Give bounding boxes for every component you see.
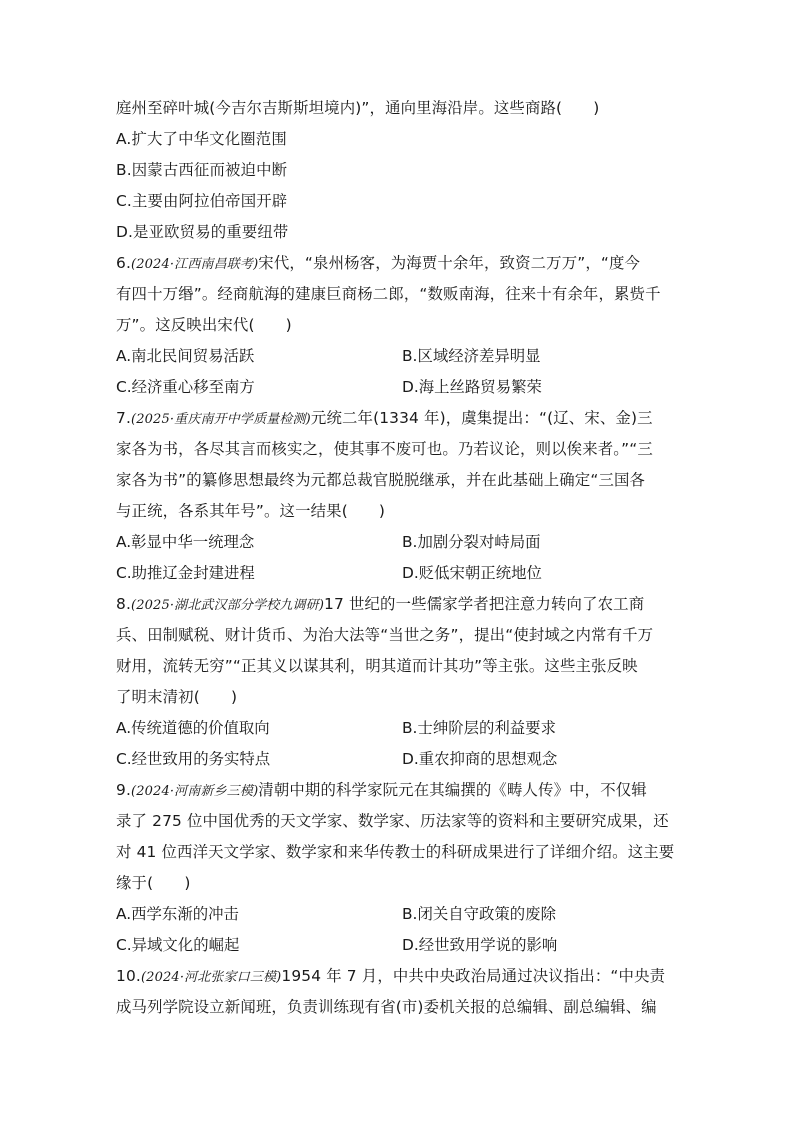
question-7-options-row-2 [116,558,678,589]
question-9-line-4: 缘于( ) [116,874,191,892]
question-8-line-2: 兵、田制赋税、财计货币、为治大法等“当世之务”，提出“使封域之内常有千万 [116,626,654,644]
question-7-number: 7. [116,409,131,427]
question-9-options-row-1 [116,899,678,930]
question-9-option-b: B.闭关自守政策的废除 [402,905,556,923]
question-6-option-b: B.区域经济差异明显 [402,347,541,365]
question-6-option-d: D.海上丝路贸易繁荣 [402,378,542,396]
question-6 [116,248,678,403]
question-10-text-1: 1954 年 7 月，中共中央政治局通过决议指出：“中央责 [281,967,666,985]
question-7-option-b: B.加剧分裂对峙局面 [402,533,541,551]
question-7-option-c: C.助推辽金封建进程 [116,564,255,582]
question-6-line-1 [116,248,678,279]
question-6-text-1: 宋代，“泉州杨客，为海贾十余年，致资二万万”，“度今 [258,254,641,272]
exam-page [116,93,678,1023]
question-8-line-4: 了明末清初( ) [116,688,238,706]
question-8-line-1 [116,589,678,620]
question-8-option-c: C.经世致用的务实特点 [116,750,271,768]
question-9-options-row-2 [116,930,678,961]
question-5-option-c: C.主要由阿拉伯帝国开辟 [116,192,288,210]
question-8-option-a: A.传统道德的价值取向 [116,719,270,737]
question-6-line-2: 有四十万缗”。经商航海的建康巨商杨二郎，“数贩南海，往来十有余年，累赀千 [116,285,661,303]
question-7-option-a: A.彰显中华一统理念 [116,533,255,551]
question-6-options-row-2 [116,372,678,403]
question-9-source: (2024·河南新乡三模) [130,784,259,799]
question-5-option-d: D.是亚欧贸易的重要纽带 [116,223,289,241]
question-9-option-c: C.异域文化的崛起 [116,936,240,954]
question-8-option-d: D.重农抑商的思想观念 [402,750,558,768]
question-5-option-b: B.因蒙古西征而被迫中断 [116,161,288,179]
question-5 [116,93,678,248]
question-5-option-a: A.扩大了中华文化圈范围 [116,130,287,148]
question-7-options-row-1 [116,527,678,558]
question-10-line-2: 成马列学院设立新闻班，负责训练现有省(市)委机关报的总编辑、副总编辑、编 [116,998,657,1016]
question-7-line-2: 家各为书，各尽其言而核实之，使其事不废可也。乃若议论，则以俟来者。”“三 [116,440,653,458]
question-7-line-3: 家各为书”的纂修思想最终为元都总裁官脱脱继承，并在此基础上确定“三国各 [116,471,646,489]
question-6-line-3: 万”。这反映出宋代( ) [116,316,292,334]
question-9-line-1 [116,775,678,806]
question-8-option-b: B.士绅阶层的利益要求 [402,719,556,737]
question-6-source: (2024·江西南昌联考) [130,257,259,272]
question-7-source: (2025·重庆南开中学质量检测) [130,412,311,427]
question-10-source: (2024·河北张家口三模) [140,970,282,985]
question-6-options-row-1 [116,341,678,372]
question-7-text-1: 元统二年(1334 年)，虞集提出：“(辽、宋、金)三 [310,409,653,427]
question-9 [116,775,678,961]
question-7 [116,403,678,589]
question-10-line-1 [116,961,678,992]
question-6-number: 6. [116,254,131,272]
question-8-options-row-1 [116,713,678,744]
question-9-number: 9. [116,781,131,799]
question-6-option-c: C.经济重心移至南方 [116,378,255,396]
question-9-text-1: 清朝中期的科学家阮元在其编撰的《畴人传》中，不仅辑 [258,781,647,799]
question-6-option-a: A.南北民间贸易活跃 [116,347,255,365]
question-7-option-d: D.贬低宋朝正统地位 [402,564,542,582]
question-8 [116,589,678,775]
question-9-option-d: D.经世致用学说的影响 [402,936,558,954]
question-8-options-row-2 [116,744,678,775]
question-7-line-4: 与正统，各系其年号”。这一结果( ) [116,502,386,520]
question-8-line-3: 财用，流转无穷”“正其义以谋其利，明其道而计其功”等主张。这些主张反映 [116,657,638,675]
question-8-number: 8. [116,595,131,613]
question-9-option-a: A.西学东渐的冲击 [116,905,239,923]
question-8-text-1: 17 世纪的一些儒家学者把注意力转向了农工商 [324,595,645,613]
question-7-line-1 [116,403,678,434]
question-5-stem-tail: 庭州至碎叶城(今吉尔吉斯斯坦境内)”，通向里海沿岸。这些商路( ) [116,99,600,117]
question-9-line-2: 录了 275 位中国优秀的天文学家、数学家、历法家等的资料和主要研究成果，还 [116,812,669,830]
question-10-number: 10. [116,967,141,985]
question-9-line-3: 对 41 位西洋天文学家、数学家和来华传教士的科研成果进行了详细介绍。这主要 [116,843,675,861]
question-8-source: (2025·湖北武汉部分学校九调研) [130,598,325,613]
question-10 [116,961,678,1023]
